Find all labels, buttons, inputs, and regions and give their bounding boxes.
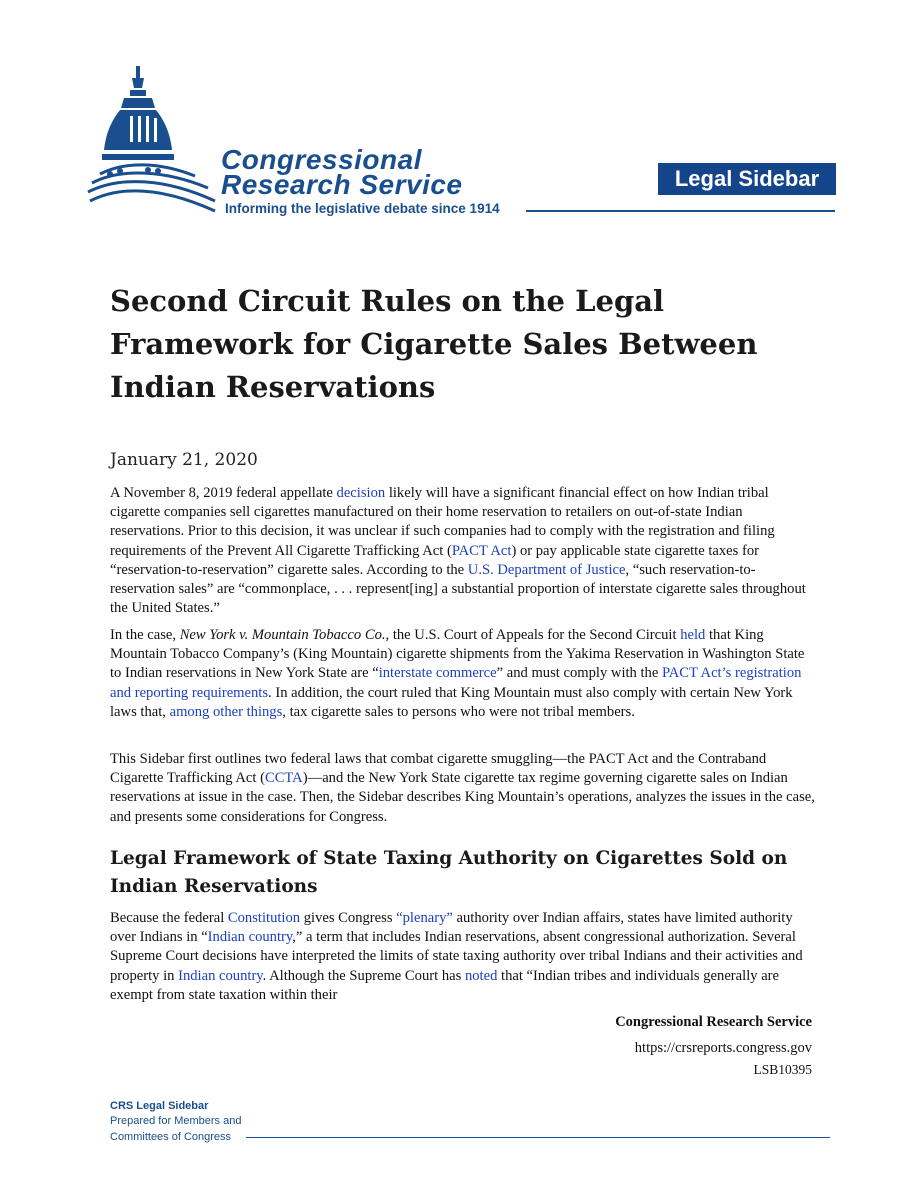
org-name-line1: Congressional bbox=[221, 144, 422, 175]
link-doj[interactable]: U.S. Department of Justice bbox=[467, 561, 626, 578]
link-plenary[interactable]: “plenary” bbox=[396, 910, 453, 926]
org-tagline: Informing the legislative debate since 1914 bbox=[225, 201, 500, 216]
section-heading: Legal Framework of State Taxing Authority on Cigarettes Sold on Indian Reservations bbox=[110, 848, 788, 897]
org-name-line2: Research Service bbox=[221, 169, 463, 200]
text: )—and the New York State cigarette tax regime governing cigarette sales on Indian reservations at issue in the case. Then, the Sidebar describes King Mountain’s operations, analyzes the issues in the case, and presents some considerations for Congress. bbox=[110, 770, 815, 825]
crs-capitol-logo bbox=[80, 66, 220, 216]
footer-prepared-line1: Prepared for Members and bbox=[110, 1115, 242, 1127]
paragraph-1 bbox=[110, 484, 815, 618]
paragraph-3 bbox=[110, 750, 815, 827]
footer-org: Congressional Research Service bbox=[615, 1014, 812, 1030]
link-pact-requirements[interactable]: PACT Act’s registration and reporting requirements bbox=[110, 665, 802, 701]
paragraph-4 bbox=[110, 909, 815, 1005]
link-indian-country-2[interactable]: Indian country bbox=[178, 967, 263, 984]
footer-url[interactable]: https://crsreports.congress.gov bbox=[634, 1040, 812, 1056]
text: ) or pay applicable state cigarette taxes for “reservation-to-reservation” cigarette sales. According to the bbox=[110, 542, 760, 578]
text: that King Mountain Tobacco Company’s (King Mountain) cigarette shipments from the Yakima Reservation in Washington State to Indian reservations in New York State are “ bbox=[110, 627, 805, 682]
text: gives Congress bbox=[300, 910, 397, 926]
link-among-other-things[interactable]: among other things bbox=[169, 703, 283, 720]
text: that “Indian tribes and individuals generally are exempt from state taxation within their bbox=[110, 967, 780, 1003]
text: In the case, bbox=[110, 627, 180, 643]
footer-rule bbox=[246, 1137, 830, 1138]
link-indian-country[interactable]: Indian country bbox=[207, 929, 293, 946]
link-noted[interactable]: noted bbox=[464, 967, 498, 984]
document-title: Second Circuit Rules on the Legal Framework for Cigarette Sales Between Indian Reservations bbox=[110, 284, 758, 404]
link-interstate-commerce[interactable]: interstate commerce bbox=[378, 665, 497, 682]
link-pact-act[interactable]: PACT Act bbox=[451, 542, 512, 559]
link-decision[interactable]: decision bbox=[336, 485, 386, 501]
text: . Although the Supreme Court has bbox=[262, 967, 465, 984]
text: ,” a term that includes Indian reservations, absent congressional authorization. Several Supreme Court decisions have interpreted the limits of state taxing authority over tribal Indians and their activities and property in bbox=[110, 929, 803, 984]
paragraph-2 bbox=[110, 626, 815, 722]
case-name: New York v. Mountain Tobacco Co., bbox=[179, 627, 390, 643]
text: Because the federal bbox=[110, 910, 228, 926]
link-ccta[interactable]: CCTA bbox=[264, 770, 303, 787]
footer-product: CRS Legal Sidebar bbox=[110, 1100, 209, 1112]
text: the U.S. Court of Appeals for the Second Circuit bbox=[389, 627, 681, 643]
text: likely will have a significant financial effect on how Indian tribal cigarette companies sell cigarettes manufactured on their home reservation to retailers on out-of-state Indian reservations. Prior to this decision, it was unclear if such companies had to comply with the registration and filing requirements of the Prevent All Cigarette Trafficking Act ( bbox=[110, 485, 775, 559]
text: , tax cigarette sales to persons who were not tribal members. bbox=[282, 703, 635, 720]
text: . In addition, the court ruled that King Mountain must also comply with certain New York laws that, bbox=[110, 684, 793, 720]
text: authority over Indian affairs, states have limited authority over Indians in “ bbox=[110, 910, 793, 946]
link-constitution[interactable]: Constitution bbox=[227, 910, 301, 926]
text: ” and must comply with the bbox=[496, 665, 662, 682]
link-held[interactable]: held bbox=[680, 627, 706, 643]
text: This Sidebar first outlines two federal laws that combat cigarette smuggling—the PACT Act and the Contraband Cigarette Trafficking Act ( bbox=[110, 751, 767, 787]
publication-date: January 21, 2020 bbox=[110, 450, 258, 470]
text: , “such reservation-to-reservation sales” are “commonplace, . . . represent[ing] a substantial proportion of interstate cigarette sales throughout the United States.” bbox=[110, 561, 806, 617]
legal-sidebar-badge: Legal Sidebar bbox=[658, 163, 836, 195]
header-rule bbox=[526, 210, 835, 212]
text: A November 8, 2019 federal appellate bbox=[110, 485, 337, 501]
footer-prepared-line2: Committees of Congress bbox=[110, 1131, 232, 1143]
footer-report-id: LSB10395 bbox=[753, 1062, 812, 1077]
